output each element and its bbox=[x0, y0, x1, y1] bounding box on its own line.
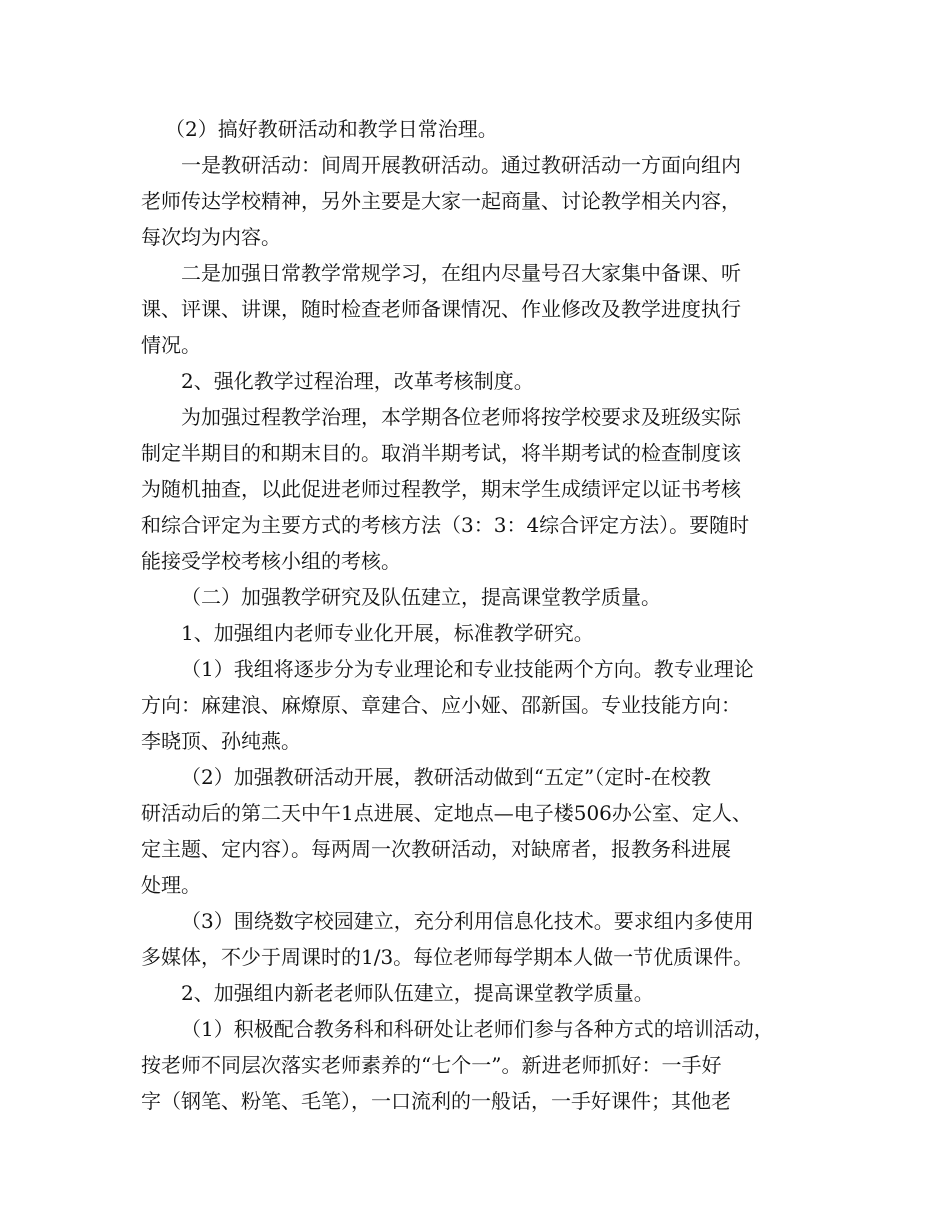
text-line: （二）加强教学研究及队伍建立，提高课堂教学质量。 bbox=[181, 585, 661, 609]
text-line: 每次均为内容。 bbox=[141, 225, 281, 249]
text-line: （2）搞好教研活动和教学日常治理。 bbox=[165, 117, 498, 141]
text-line: （1）积极配合教务科和科研处让老师们参与各种方式的培训活动， bbox=[181, 1017, 774, 1041]
text-line: 1、加强组内老师专业化开展，标准教学研究。 bbox=[181, 621, 594, 645]
text-line: 一是教研活动：间周开展教研活动。通过教研活动一方面向组内 bbox=[181, 153, 741, 177]
text-line: 2、强化教学过程治理，改革考核制度。 bbox=[181, 369, 534, 393]
text-line: 制定半期目的和期末目的。取消半期考试，将半期考试的检查制度该 bbox=[141, 441, 741, 465]
text-line: 李晓顶、孙纯燕。 bbox=[141, 729, 301, 753]
text-line: （1）我组将逐步分为专业理论和专业技能两个方向。教专业理论 bbox=[181, 657, 754, 681]
text-line: 2、加强组内新老老师队伍建立，提高课堂教学质量。 bbox=[181, 981, 654, 1005]
text-line: 二是加强日常教学常规学习，在组内尽量号召大家集中备课、听 bbox=[181, 261, 741, 285]
text-line: 情况。 bbox=[141, 333, 201, 357]
text-line: 能接受学校考核小组的考核。 bbox=[141, 549, 401, 573]
text-line: 定主题、定内容）。每两周一次教研活动，对缺席者，报教务科进展 bbox=[141, 837, 731, 861]
text-line: 方向：麻建浪、麻燎原、章建合、应小娅、邵新国。专业技能方向： bbox=[141, 693, 741, 717]
text-line: 研活动后的第二天中午1点进展、定地点—电子楼506办公室、定人、 bbox=[141, 801, 752, 825]
text-line: （3）围绕数字校园建立，充分利用信息化技术。要求组内多使用 bbox=[181, 909, 754, 933]
text-line: 字（钢笔、粉笔、毛笔），一口流利的一般话，一手好课件；其他老 bbox=[141, 1089, 731, 1113]
text-line: 和综合评定为主要方式的考核方法（3：3：4综合评定方法）。要随时 bbox=[141, 513, 750, 537]
text-line: 为加强过程教学治理，本学期各位老师将按学校要求及班级实际 bbox=[181, 405, 741, 429]
text-line: 处理。 bbox=[141, 873, 201, 897]
text-line: 为随机抽查，以此促进老师过程教学，期末学生成绩评定以证书考核 bbox=[141, 477, 741, 501]
text-line: 老师传达学校精神，另外主要是大家一起商量、讨论教学相关内容， bbox=[141, 189, 741, 213]
text-line: 课、评课、讲课，随时检查老师备课情况、作业修改及教学进度执行 bbox=[141, 297, 741, 321]
text-line: 多媒体，不少于周课时的1/3。每位老师每学期本人做一节优质课件。 bbox=[141, 945, 754, 969]
text-line: （2）加强教研活动开展，教研活动做到“五定”（定时-在校教 bbox=[181, 765, 711, 789]
text-line: 按老师不同层次落实老师素养的“七个一”。新进老师抓好：一手好 bbox=[141, 1053, 722, 1077]
